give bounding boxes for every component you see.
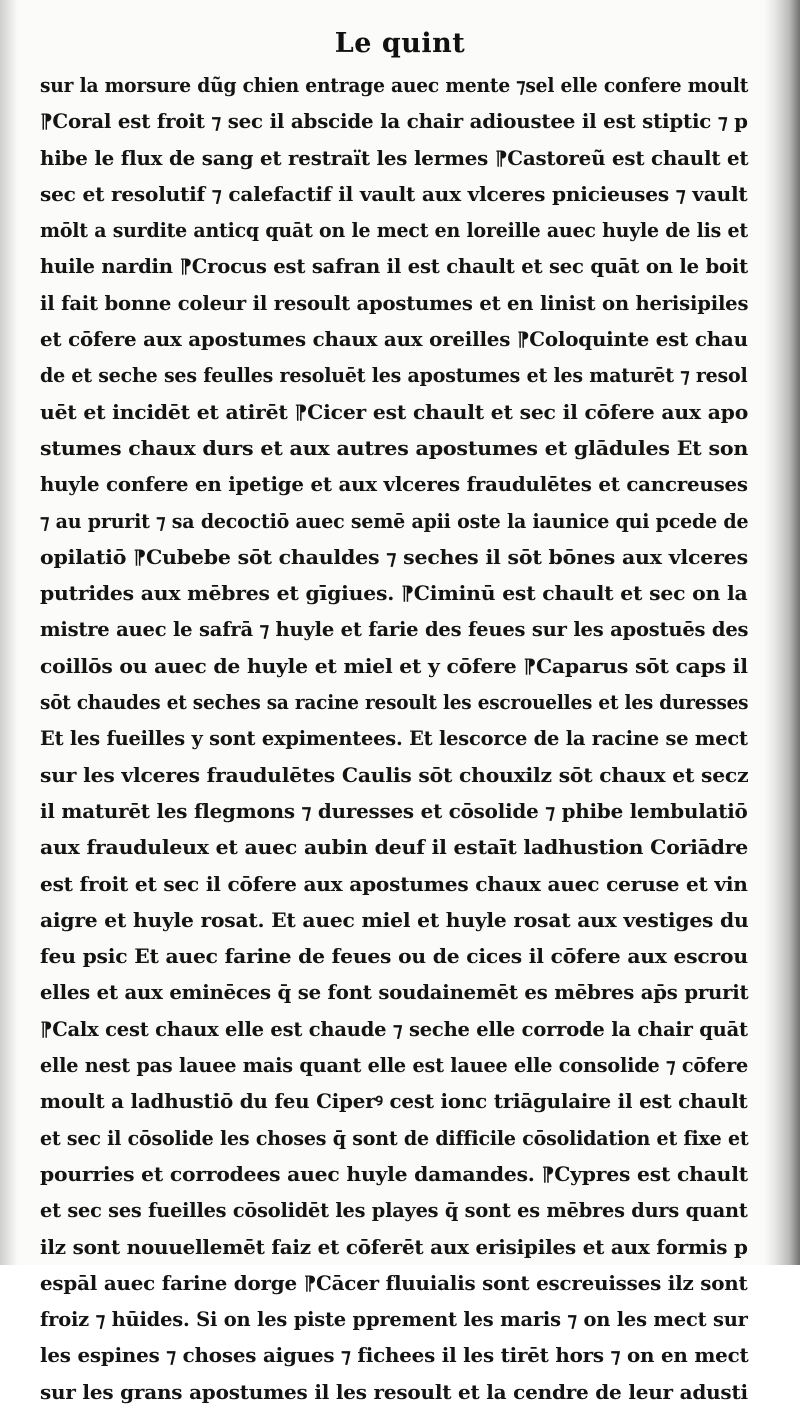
text-line: sōt chaudes et seches sa racine resoult les escrouelles et les duresses — [40, 691, 749, 715]
text-line: il fait bonne coleur il resoult apostumes et en linist on herisipiles — [40, 291, 749, 315]
running-title: Le quint — [334, 28, 466, 59]
text-line: huyle confere en ipetige et aux vlceres fraudulētes et cancreuses — [40, 473, 748, 497]
text-line: de et seche ses feulles resoluēt les apostumes et les maturēt ⁊ resol — [40, 364, 748, 388]
page-edge-shadow — [764, 0, 800, 1265]
text-line: mōlt a surdite anticq quāt on le mect en loreille auec huyle de lis et — [40, 219, 748, 243]
text-line: elle nest pas lauee mais quant elle est lauee elle consolide ⁊ cōfere — [40, 1054, 749, 1078]
text-line: putrides aux mēbres et gīgiues. ⁋Ciminū est chault et sec on la — [40, 582, 748, 606]
text-line: et sec ses fueilles cōsolidēt les playes q̄ sont es mēbres durs quant — [40, 1199, 748, 1223]
text-line: aigre et huyle rosat. Et auec miel et huyle rosat aux vestiges du — [40, 908, 749, 932]
text-line: sur les grans apostumes il les resoult et la cendre de leur adusti — [40, 1380, 748, 1404]
page-gutter-shadow — [0, 0, 18, 1265]
text-line: ⁋Coral est froit ⁊ sec il abscide la chair adioustee il est stiptic ⁊ p — [40, 110, 748, 134]
text-line: coillōs ou auec de huyle et miel et y cōfere ⁋Caparus sōt caps il — [40, 654, 748, 678]
text-line: sec et resolutif ⁊ calefactif il vault aux vlceres pnicieuses ⁊ vault — [40, 182, 748, 206]
text-line: est froit et sec il cōfere aux apostumes chaux auec ceruse et vin — [40, 872, 748, 896]
text-line: elles et aux eminēces q̄ se font soudainemēt es mēbres ap̄s prurit — [40, 981, 749, 1005]
text-line: aux frauduleux et auec aubin deuf il estaīt ladhustion Coriādre — [40, 836, 749, 860]
text-line: uēt et incidēt et atirēt ⁋Cicer est chault et sec il cōfere aux apo — [40, 400, 749, 424]
text-line: froiz ⁊ hūides. Si on les piste pprement les maris ⁊ on les mect sur — [40, 1308, 748, 1332]
text-line: hibe le flux de sang et restraït les lermes ⁋Castoreũ est chault et — [40, 146, 749, 170]
text-line: il maturēt les flegmons ⁊ duresses et cōsolide ⁊ phibe lembulatiō — [40, 799, 748, 823]
text-block — [40, 68, 748, 1411]
text-line: ⁊ au prurit ⁊ sa decoctiō auec semē apii oste la iaunice qui pcede de — [40, 509, 749, 533]
text-line: mistre auec le safrā ⁊ huyle et farie des feues sur les apostuēs des — [40, 618, 749, 642]
text-line: huile nardin ⁋Crocus est safran il est chault et sec quāt on le boit — [40, 255, 748, 279]
text-line: moult a ladhustiō du feu Ciperꝰ cest ionc triāgulaire il est chault — [40, 1090, 748, 1114]
text-line: sur la morsure dũg chien entrage auec mente ⁊sel elle confere moult — [40, 74, 749, 97]
text-line: opilatiō ⁋Cubebe sōt chauldes ⁊ seches il sōt bōnes aux vlceres — [40, 545, 748, 569]
text-line: Et les fueilles y sont expimentees. Et lescorce de la racine se mect — [40, 727, 748, 751]
text-line: sur les vlceres fraudulētes Caulis sōt chouxilz sōt chaux et secz — [40, 763, 749, 787]
text-line: feu psic Et auec farine de feues ou de cices il cōfere aux escrou — [40, 945, 748, 969]
text-line: espāl auec farine dorge ⁋Cācer fluuialis sont escreuisses ilz sont — [40, 1271, 748, 1295]
text-line: les espines ⁊ choses aigues ⁊ fichees il les tirēt hors ⁊ on en mect — [40, 1344, 749, 1368]
text-line: et sec il cōsolide les choses q̄ sont de difficile cōsolidation et fixe et — [40, 1126, 749, 1150]
text-line: ⁋Calx cest chaux elle est chaude ⁊ seche elle corrode la chair quāt — [40, 1017, 748, 1041]
text-line: stumes chaux durs et aux autres apostumes et glādules Et son — [40, 436, 749, 460]
text-line: et cōfere aux apostumes chaux aux oreilles ⁋Coloquinte est chau — [40, 328, 748, 352]
text-line: pourries et corrodees auec huyle damandes. ⁋Cypres est chault — [40, 1162, 748, 1186]
text-line: ilz sont nouuellemēt faiz et cōferēt aux erisipiles et aux formis p — [40, 1235, 748, 1259]
